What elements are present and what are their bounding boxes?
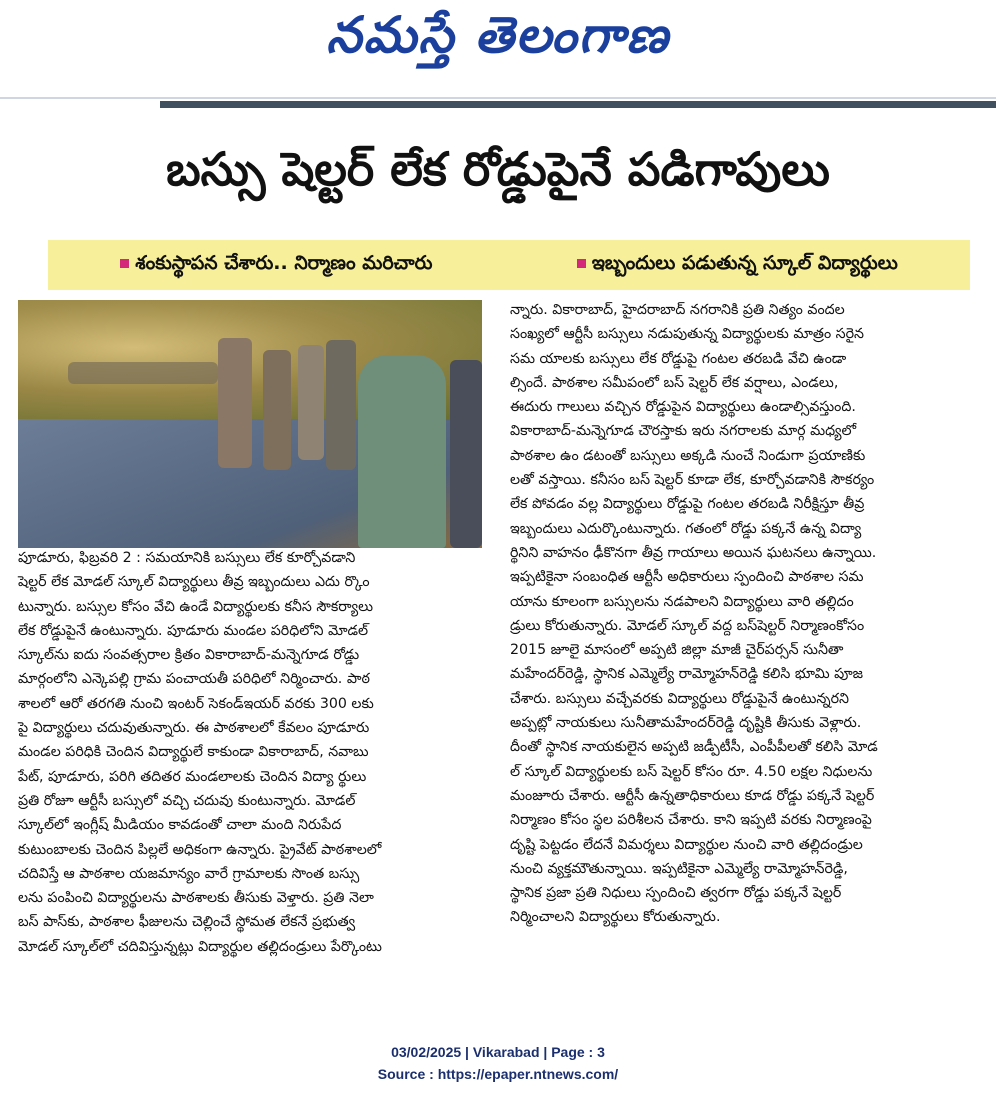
text-line: టున్నారు. బస్సుల కోసం వేచి ఉండే విద్యార్థులకు కనీస సౌకర్యాలు bbox=[18, 598, 374, 615]
masthead-divider-thick bbox=[160, 101, 996, 108]
text-line: వికారాబాద్-మన్నెగూడ చౌరస్తాకు ఇరు నగరాలకు మార్గ మధ్యలో bbox=[510, 423, 857, 440]
text-line: సమ యాలకు బస్సులు లేక రోడ్డుపై గంటల తరబడి వేచి ఉండా bbox=[510, 350, 847, 367]
text-line: దీంతో స్థానిక నాయకులైన అప్పటి జడ్పీటీసీ, ఎంపీపీలతో కలిసి మోడ bbox=[510, 739, 878, 756]
text-line: నిర్మాణం కోసం స్థల పరిశీలన చేశారు. కాని ఇప్పటి వరకు నిర్మాణంపై bbox=[510, 812, 872, 829]
bullet-icon bbox=[577, 259, 586, 268]
page-footer bbox=[0, 1041, 996, 1085]
subhead-text: శంకుస్థాపన చేశారు.. నిర్మాణం మరిచారు bbox=[135, 251, 433, 274]
text-line: ల్ స్కూల్ విద్యార్థులకు బస్ షెల్టర్ కోసం రూ. 4.50 లక్షల నిధులను bbox=[510, 763, 873, 780]
article-photo bbox=[18, 300, 482, 548]
text-line: డ్రులు కోరుతున్నారు. మోడల్ స్కూల్ వద్ద బస్‌షెల్టర్ నిర్మాణంకోసం bbox=[510, 617, 865, 634]
text-line: సంఖ్యలో ఆర్టీసీ బస్సులు నడుపుతున్న విద్యార్థులకు మాత్రం సరైన bbox=[510, 326, 864, 343]
article-column-left bbox=[18, 546, 484, 959]
text-line: ప్రతి రోజూ ఆర్టీసీ బస్సులో వచ్చి చదువు కుంటున్నారు. మోడల్ bbox=[18, 792, 356, 809]
text-line: పై విద్యార్థులు చదువుతున్నారు. ఈ పాఠశాలలో కేవలం పూడూరు bbox=[18, 720, 370, 737]
text-line: నిర్మించాలని విద్యార్థులు కోరుతున్నారు. bbox=[510, 909, 721, 926]
text-line: ఇప్పటికైనా సంబంధిత ఆర్టీసీ అధికారులు స్పందించి పాఠశాల సమ bbox=[510, 569, 864, 586]
text-line: లను పంపించి విద్యార్థులను పాఠశాలకు తీసుకు వెళ్తారు. ప్రతి నెలా bbox=[18, 890, 374, 907]
text-line: దృష్టి పెట్టడం లేదనే విమర్శలు విద్యార్థుల నుంచి వారి తల్లిదండ్రుల bbox=[510, 836, 863, 853]
text-line: యాను కూలంగా బస్సులను నడపాలని విద్యార్థులు వారి తల్లిదం bbox=[510, 593, 854, 610]
text-line: మహేందర్‌రెడ్డి, స్థానిక ఎమ్మెల్యే రామ్మోహన్‌రెడ్డి కలిసి భూమి పూజ bbox=[510, 666, 864, 683]
photo-student bbox=[218, 338, 252, 468]
photo-student bbox=[298, 345, 324, 460]
text-line: లేక పోవడం వల్ల విద్యార్థులు రోడ్డుపై గంటల తరబడి నిరీక్షిస్తూ తీవ్ర bbox=[510, 496, 865, 513]
subhead-item bbox=[120, 252, 432, 279]
article-subheads bbox=[48, 240, 970, 290]
text-line: చేశారు. బస్సులు వచ్చేవరకు విద్యార్థులు రోడ్డుపైనే ఉంటున్నరని bbox=[510, 690, 849, 707]
text-line: శాలలో ఆరో తరగతి నుంచి ఇంటర్ సెకండ్‌ఇయర్ వరకు 300 లకు bbox=[18, 695, 374, 712]
photo-student bbox=[326, 340, 356, 470]
text-line: స్థానిక ప్రజా ప్రతి నిధులు స్పందించి త్వరగా రోడ్డు పక్కనే షెల్టర్ bbox=[510, 885, 842, 902]
text-line: 2015 జూలై మాసంలో అప్పటి జిల్లా మాజీ చైర్‌పర్సన్ సునీతా bbox=[510, 642, 844, 659]
text-line: లతో వస్తాయి. కనీసం బస్ షెల్టర్ కూడా లేక, కూర్చోవడానికి సౌకర్యం bbox=[510, 472, 875, 489]
text-line: లేక రోడ్డుపైనే ఉంటున్నారు. పూడూరు మండల పరిధిలోని మోడల్ bbox=[18, 622, 369, 639]
source-link[interactable]: Source : https://epaper.ntnews.com/ bbox=[377, 1066, 619, 1082]
text-line: కుటుంబాలకు చెందిన పిల్లలే అధికంగా ఉన్నారు. ప్రైవేట్ పాఠశాలలో bbox=[18, 841, 382, 858]
text-line: ల్సిందే. పాఠశాల సమీపంలో బస్ షెల్టర్ లేక వర్షాలు, ఎండలు, bbox=[510, 374, 839, 391]
text-line: స్కూల్‌ను ఐదు సంవత్సరాల క్రితం వికారాబాద్-మన్నెగూడ రోడ్డు bbox=[18, 647, 360, 664]
text-line: అప్పట్లో నాయకులు సునీతామహేందర్‌రెడ్డి దృష్టికి తీసుకు వెళ్లారు. bbox=[510, 715, 862, 732]
photo-student bbox=[450, 360, 482, 548]
text-line: పూడూరు, ఫిబ్రవరి 2 : సమయానికి బస్సులు లేక కూర్చోవడాని bbox=[18, 550, 356, 566]
text-line: షెల్టర్ లేక మోడల్ స్కూల్ విద్యార్థులు తీవ్ర ఇబ్బందులు ఎదు ర్కొం bbox=[18, 574, 370, 591]
text-line: స్కూల్‌లో ఇంగ్లీష్ మీడియం కావడంతో చాలా మంది నిరుపేద bbox=[18, 817, 342, 834]
text-line: పాఠశాల ఉం డటంతో బస్సులు అక్కడి నుంచే నిండుగా ప్రయాణికు bbox=[510, 447, 866, 464]
text-line: న్నారు. వికారాబాద్, హైదరాబాద్ నగరానికి ప్రతి నిత్యం వందల bbox=[510, 302, 845, 318]
text-line: బస్ పాస్‌కు, పాఠశాల ఫీజులను చెల్లించే స్థోమత లేకనే ప్రభుత్వ bbox=[18, 914, 356, 931]
bullet-icon bbox=[120, 259, 129, 268]
text-line: ఈదురు గాలులు వచ్చిన రోడ్డుపైన విద్యార్థులు ఉండాల్సివస్తుంది. bbox=[510, 399, 856, 416]
photo-distant-students bbox=[68, 362, 218, 384]
subhead-item bbox=[577, 252, 898, 279]
newspaper-logo: నమస్తే తెలంగాణ bbox=[326, 6, 670, 64]
text-line: పేట్, పూడూరు, పరిగి తదితర మండలాలకు చెందిన విద్యా ర్థులు bbox=[18, 768, 367, 785]
text-line: మండల పరిధికి చెందిన విద్యార్థులే కాకుండా వికారాబాద్, నవాబు bbox=[18, 744, 369, 761]
masthead bbox=[0, 0, 996, 100]
text-line: చదివిస్తే ఆ పాఠశాల యజమాన్యం వారే గ్రామాలకు సొంత బస్సు bbox=[18, 865, 360, 882]
edition-info: 03/02/2025 | Vikarabad | Page : 3 bbox=[391, 1044, 605, 1060]
text-line: ర్థినిని వాహనం ఢీకొనగా తీవ్ర గాయాలు అయిన ఘటనలు ఉన్నాయి. bbox=[510, 544, 877, 561]
subhead-text: ఇబ్బందులు పడుతున్న స్కూల్ విద్యార్థులు bbox=[591, 251, 898, 274]
text-line: ఇబ్బందులు ఎదుర్కొంటున్నారు. గతంలో రోడ్డు పక్కనే ఉన్న విద్యా bbox=[510, 520, 862, 537]
text-line: మంజూరు చేశారు. ఆర్టీసీ ఉన్నతాధికారులు కూడ రోడ్డు పక్కనే షెల్టర్ bbox=[510, 787, 875, 804]
article-column-right bbox=[510, 298, 990, 930]
article-headline: బస్సు షెల్టర్ లేక రోడ్డుపైనే పడిగాపులు bbox=[166, 142, 830, 196]
text-line: నుంచి వ్యక్తమౌతున్నాయి. ఇప్పటికైనా ఎమ్మెల్యే రామ్మోహన్‌రెడ్డి, bbox=[510, 860, 848, 877]
photo-boy-foreground bbox=[358, 355, 446, 548]
photo-student bbox=[263, 350, 291, 470]
masthead-divider-thin bbox=[0, 97, 996, 99]
text-line: మోడల్ స్కూల్‌లో చదివిస్తున్నట్లు విద్యార్థుల తల్లిదండ్రులు పేర్కొంటు bbox=[18, 938, 382, 955]
text-line: మార్గంలోని ఎన్కెపల్లి గ్రామ పంచాయతీ పరిధిలో నిర్మించారు. పాఠ bbox=[18, 671, 370, 688]
